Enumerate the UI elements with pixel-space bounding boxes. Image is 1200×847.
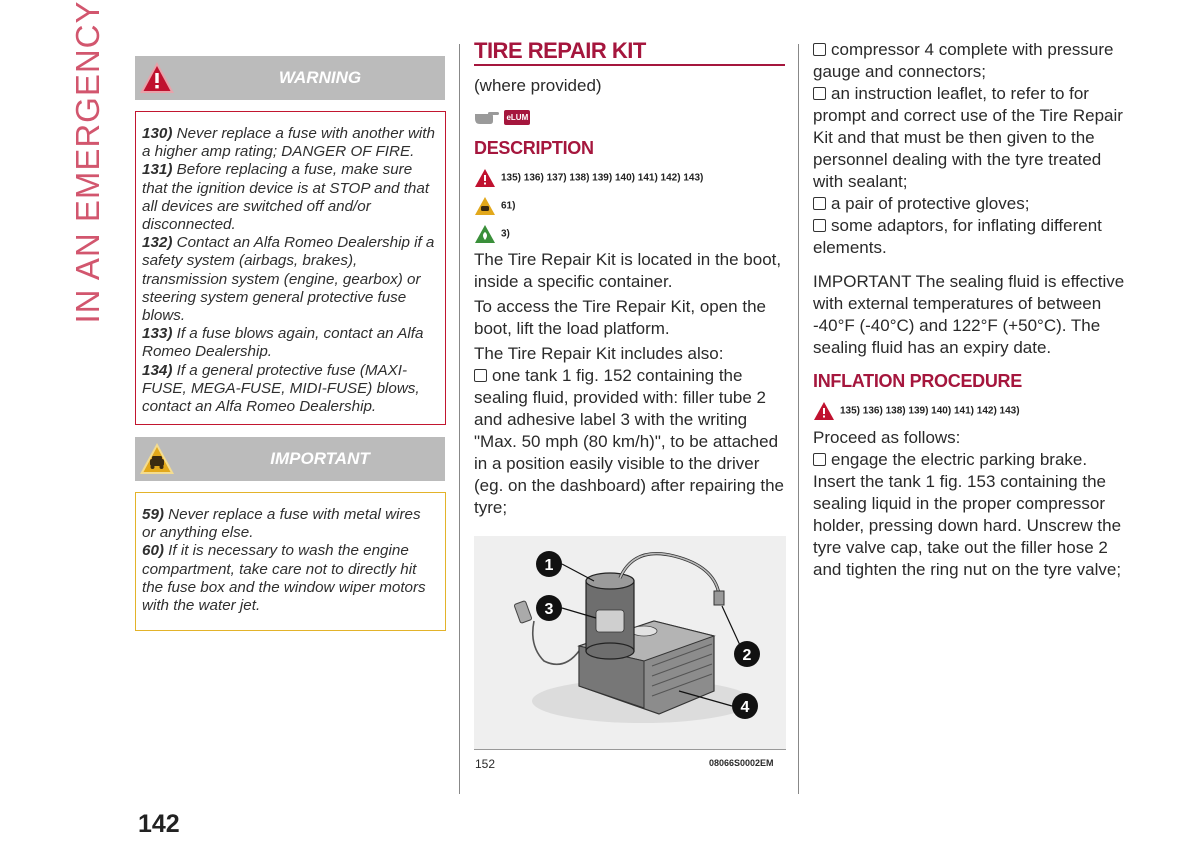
figure-caption-rule [474, 749, 786, 750]
callout-4 [732, 693, 758, 719]
callout-3 [536, 595, 562, 621]
list-item: a pair of protective gloves; [813, 193, 1125, 215]
svg-text:4: 4 [740, 699, 750, 716]
important-header [135, 437, 445, 481]
description-heading: DESCRIPTION [474, 138, 594, 158]
checkbox-bullet-icon [813, 87, 826, 100]
car-skid-warning-icon [474, 196, 496, 216]
svg-text:2: 2 [742, 647, 752, 664]
checkbox-bullet-icon [813, 43, 826, 56]
column3-body [813, 39, 1125, 362]
callout-2 [734, 641, 760, 667]
warning-item: 130) Never replace a fuse with another with a higher amp rating; DANGER OF FIRE. [142, 125, 435, 161]
warning-item: 132) Contact an Alfa Romeo Dealership if a safety system (airbags, brakes), transmission system (engine, gearbox) or steering system general protective fuse blows. [142, 234, 435, 325]
section-title-text: IN AN EMERGENCY [69, 0, 106, 324]
important-refs: 61) [474, 196, 515, 216]
list-item: one tank 1 fig. 152 containing the sealing fluid, provided with: filler tube 2 and adhesive label 3 with the writing "Max. 50 mph (80 km/h)", to be attached in a position easily visible to the driver (eg. on the dashboard) after repairing the tyre; [474, 366, 784, 517]
list-item: some adaptors, for inflating different elements. [813, 216, 1102, 257]
environment-refs: 3) [474, 224, 510, 244]
column-divider-left [459, 44, 460, 794]
warning-item: 131) Before replacing a fuse, make sure that the ignition device is at STOP and that all devices are switched off and/or disconnected. [142, 161, 430, 234]
inflation-body [813, 427, 1125, 584]
page-number: 142 [138, 810, 180, 838]
paragraph: Proceed as follows: [813, 428, 961, 447]
warning-triangle-icon [139, 60, 175, 96]
inflation-heading: INFLATION PROCEDURE [813, 371, 1022, 391]
list-item: compressor 4 complete with pressure gauge and connectors; [813, 40, 1114, 81]
section-heading: TIRE REPAIR KIT [474, 38, 646, 63]
paragraph: The Tire Repair Kit includes also: [474, 344, 724, 363]
checkbox-bullet-icon [813, 453, 826, 466]
paragraph: To access the Tire Repair Kit, open the boot, lift the load platform. [474, 297, 766, 338]
warning-triangle-icon [474, 168, 496, 188]
svg-text:1: 1 [544, 557, 554, 574]
section-title-vertical [58, 0, 118, 324]
warning-box [135, 111, 446, 425]
list-item: an instruction leaflet, to refer to for prompt and correct use of the Tire Repair Kit and that must be then given to the personnel dealing with the tyre treated with sealant; [813, 84, 1123, 191]
warning-refs: 135) 136) 137) 138) 139) 140) 141) 142) 143) [474, 168, 703, 188]
warning-item: 133) If a fuse blows again, contact an Alfa Romeo Dealership. [142, 325, 424, 361]
tire-repair-kit-illustration [474, 536, 786, 749]
heading-underline [474, 64, 785, 66]
figure-tire-repair-kit [474, 536, 786, 749]
warning-triangle-icon [813, 401, 835, 421]
important-item: 60) If it is necessary to wash the engine compartment, take care not to directly hit the fuse box and the window wiper motors with the water jet. [142, 542, 426, 615]
column2-body [474, 249, 786, 522]
important-box [135, 492, 446, 631]
list-item: engage the electric parking brake. Insert the tank 1 fig. 153 containing the sealing liquid in the proper compressor holder, pressing down hard. Unscrew the tyre valve cap, take out the filler hose 2 and tighten the ring nut on the tyre valve; [813, 450, 1122, 579]
callout-1 [536, 551, 562, 577]
important-note: IMPORTANT The sealing fluid is effective with external temperatures of between -40°F (-40°C) and 122°F (+50°C). The sealing fluid has an expiry date. [813, 272, 1125, 357]
figure-code: 08066S0002EM [709, 758, 774, 768]
paragraph: The Tire Repair Kit is located in the boot, inside a specific container. [474, 250, 782, 291]
figure-number: 152 [475, 757, 496, 771]
checkbox-bullet-icon [813, 219, 826, 232]
car-skid-warning-icon [139, 441, 175, 477]
warning-title: WARNING [278, 68, 362, 87]
inflation-refs: 135) 136) 138) 139) 140) 141) 142) 143) [813, 401, 1020, 421]
checkbox-bullet-icon [813, 197, 826, 210]
elum-badge: eLUM [504, 110, 530, 125]
checkbox-bullet-icon [474, 369, 487, 382]
environment-leaf-icon [474, 224, 496, 244]
where-provided: (where provided) [474, 76, 602, 95]
important-title: IMPORTANT [270, 449, 370, 468]
pointing-hand-icon [474, 107, 500, 127]
warning-header [135, 56, 445, 100]
important-item: 59) Never replace a fuse with metal wires or anything else. [142, 506, 421, 542]
elum-indicator [474, 107, 530, 127]
warning-item: 134) If a general protective fuse (MAXI-FUSE, MEGA-FUSE, MIDI-FUSE) blows, contact an Alfa Romeo Dealership. [142, 361, 420, 416]
column-divider-right [798, 44, 799, 794]
svg-text:3: 3 [544, 601, 554, 618]
